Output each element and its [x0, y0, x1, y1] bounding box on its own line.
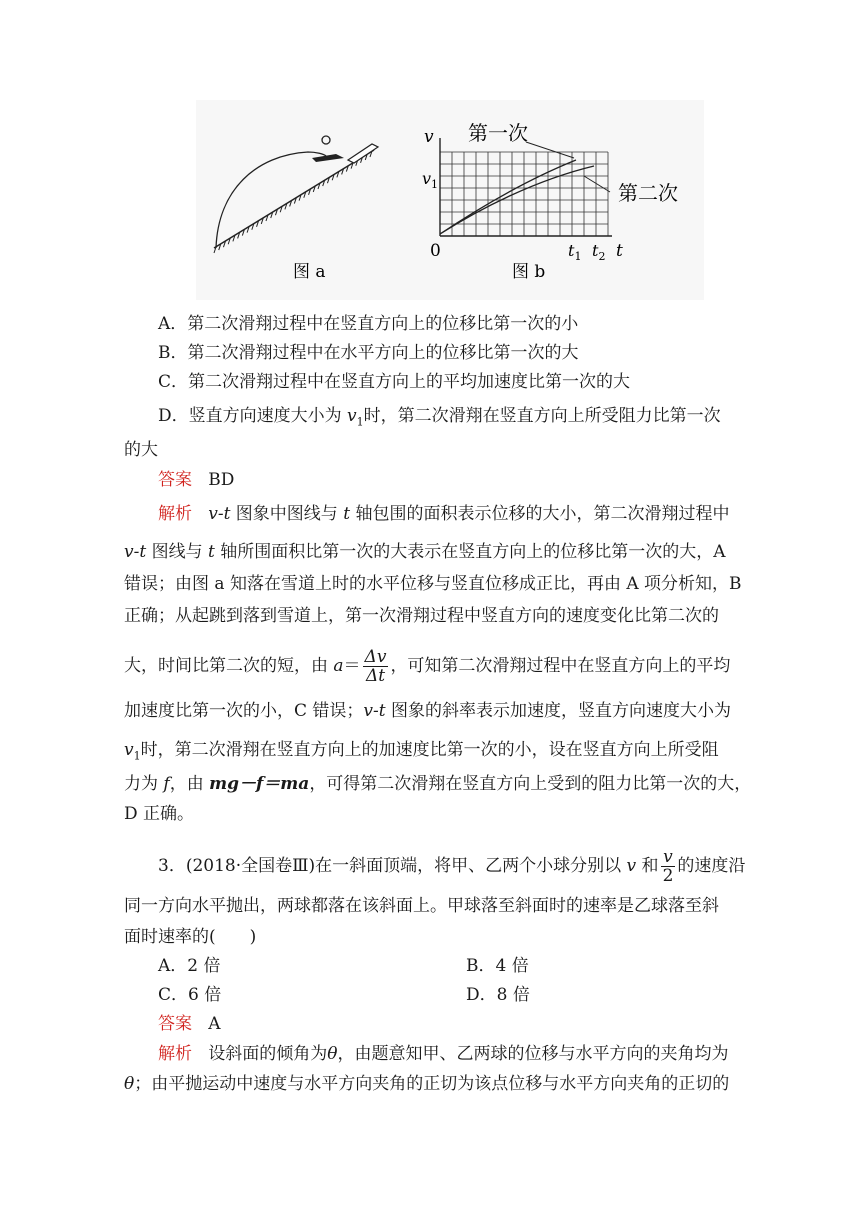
answer-q2: 答案 BD — [158, 470, 235, 490]
axis-t-label: t — [616, 241, 623, 261]
q3-option-c: C．6 倍 — [158, 985, 222, 1005]
analysis-q2-line7: $v_1$时，第二次滑翔在竖直方向上的加速度比第一次的小，设在竖直方向上所受阻 — [124, 740, 719, 763]
ski-board — [348, 144, 378, 163]
t1-label: $t_1$ — [568, 241, 582, 263]
analysis-q2-line6: 加速度比第一次的小，C 错误；v-t 图象的斜率表示加速度，竖直方向速度大小为 — [124, 701, 732, 721]
option-d-continued: 的大 — [124, 440, 158, 460]
answer-label: 答案 — [158, 470, 192, 490]
slope-hatching — [214, 151, 372, 253]
fraction-v-2: $\frac{v}{2}$ — [662, 847, 674, 886]
analysis-q2-line2: v-t 图线与 t 轴所围面积比第一次的大表示在竖直方向上的位移比第一次的大，A — [124, 542, 726, 562]
fig-b-label: 图 b — [512, 262, 546, 282]
figure-svg — [196, 100, 704, 300]
skier-head — [322, 136, 330, 144]
leader-first — [526, 142, 574, 158]
analysis-q2-line3: 错误；由图 a 知落在雪道上时的水平位移与竖直位移成正比，再由 A 项分析知，B — [124, 574, 742, 594]
t2-label: $t_2$ — [592, 241, 606, 263]
fig-a-label: 图 a — [293, 262, 326, 282]
figure-panel — [196, 100, 704, 300]
origin-label: 0 — [430, 241, 441, 261]
q3-option-d: D．8 倍 — [466, 985, 530, 1005]
option-b: B．第二次滑翔过程中在水平方向上的位移比第一次的大 — [158, 343, 579, 363]
q3-option-b: B．4 倍 — [466, 956, 529, 976]
answer-q3: 答案 A — [158, 1014, 221, 1034]
axis-v-label: v — [424, 127, 434, 147]
q3-option-a: A．2 倍 — [158, 956, 221, 976]
leader-second — [584, 176, 610, 192]
slope-line — [214, 150, 374, 248]
analysis-q3-line2: θ；由平抛运动中速度与水平方向夹角的正切为该点位移与水平方向夹角的正切的 — [124, 1074, 730, 1094]
fraction-dv-dt: $\frac{\Delta v}{\Delta t}$ — [364, 647, 387, 686]
analysis-q2-line1: 解析 v-t 图象中图线与 t 轴包围的面积表示位移的大小，第二次滑翔过程中 — [158, 504, 730, 524]
q3-line3: 面时速率的( ) — [124, 927, 257, 947]
slope-diagram — [214, 136, 378, 282]
second-label: 第二次 — [618, 181, 678, 205]
q3-line1: 3．(2018·全国卷Ⅲ)在一斜面顶端，将甲、乙两个小球分别以 v 和 $\frac{v}{2}$ 的速度沿 — [158, 847, 746, 886]
option-c: C．第二次滑翔过程中在竖直方向上的平均加速度比第一次的大 — [158, 372, 631, 392]
graph-grid — [440, 152, 608, 236]
option-a: A．第二次滑翔过程中在竖直方向上的位移比第一次的小 — [158, 314, 579, 334]
analysis-q2-line9: D 正确。 — [124, 804, 195, 824]
trajectory-curve — [216, 152, 326, 248]
v1-label: $v_1$ — [422, 169, 439, 191]
vt-graph — [422, 121, 678, 282]
q3-line2: 同一方向水平抛出，两球都落在该斜面上。甲球落至斜面时的速率是乙球落至斜 — [124, 896, 719, 916]
analysis-q3-line1: 解析 设斜面的倾角为θ，由题意知甲、乙两球的位移与水平方向的夹角均为 — [158, 1044, 729, 1064]
analysis-q2-line5: 大，时间比第二次的短，由 a＝ $\frac{\Delta v}{\Delta t}$ ，可知第二次滑翔过程中在竖直方向上的平均 — [124, 647, 731, 686]
analysis-q2-line4: 正确；从起跳到落到雪道上，第一次滑翔过程中竖直方向的速度变化比第二次的 — [124, 606, 719, 626]
skier-body — [312, 154, 344, 162]
analysis-q2-line8: 力为 f，由 mg－f＝ma，可得第二次滑翔在竖直方向上受到的阻力比第一次的大， — [124, 774, 752, 794]
first-label: 第一次 — [468, 121, 528, 145]
option-d: D．竖直方向速度大小为 $v_1$时，第二次滑翔在竖直方向上所受阻力比第一次 — [158, 406, 721, 429]
